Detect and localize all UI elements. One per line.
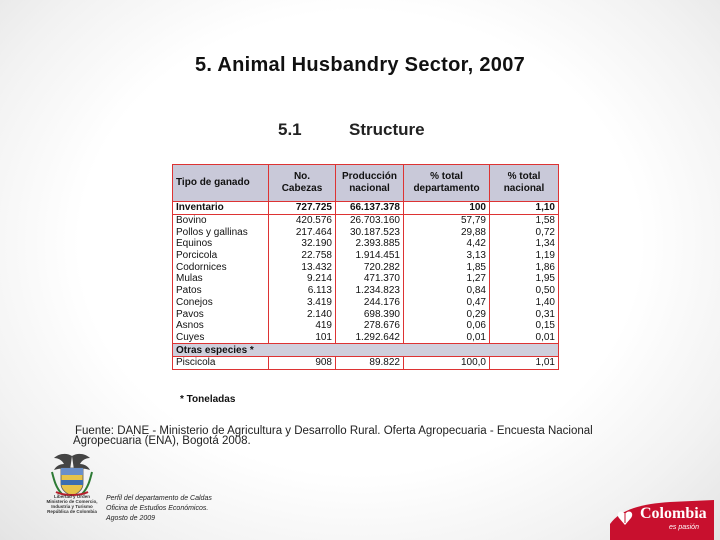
cell-pct-nacional: 0,50	[490, 285, 559, 297]
cell-pct-depto: 57,79	[404, 214, 490, 226]
cell-pct-nacional: 0,15	[490, 320, 559, 332]
footer-info	[106, 494, 212, 524]
cell-cabezas: 420.576	[269, 214, 336, 226]
cell-cabezas: 13.432	[269, 261, 336, 273]
source-line-2: Agropecuaria (ENA), Bogotá 2008.	[73, 435, 251, 447]
table-row	[173, 261, 559, 273]
cell-pct-depto: 100,0	[404, 356, 490, 369]
cell-pct-nacional: 1,01	[490, 356, 559, 369]
cell-produccion: 720.282	[336, 261, 404, 273]
cell-produccion: 89.822	[336, 356, 404, 369]
cell-cabezas: 727.725	[269, 202, 336, 215]
table-row-otras-especies	[173, 344, 559, 357]
cell-pct-depto: 4,42	[404, 238, 490, 250]
cell-pct-nacional: 1,95	[490, 273, 559, 285]
footer-line-2: Oficina de Estudios Económicos.	[106, 505, 209, 512]
header-produccion: Producción nacional	[336, 165, 404, 202]
cell-pct-nacional: 1,19	[490, 250, 559, 262]
cell-produccion: 471.370	[336, 273, 404, 285]
cell-name: Pollos y gallinas	[173, 226, 269, 238]
cell-pct-depto: 1,27	[404, 273, 490, 285]
cell-pct-depto: 0,47	[404, 297, 490, 309]
livestock-table	[172, 164, 558, 370]
cell-cabezas: 217.464	[269, 226, 336, 238]
cell-pct-depto: 0,06	[404, 320, 490, 332]
cell-pct-nacional: 1,34	[490, 238, 559, 250]
header-tipo: Tipo de ganado	[173, 165, 269, 202]
header-pct-depto: % total departamento	[404, 165, 490, 202]
cell-name: Equinos	[173, 238, 269, 250]
cell-produccion: 66.137.378	[336, 202, 404, 215]
table-row	[173, 285, 559, 297]
cell-produccion: 2.393.885	[336, 238, 404, 250]
brand-name: Colombia	[640, 505, 707, 522]
cell-otras-especies: Otras especies *	[173, 344, 559, 357]
source-line-1: Fuente: DANE - Ministerio de Agricultura y Desarrollo Rural. Oferta Agropecuaria - Encuesta Nacional	[75, 425, 593, 437]
cell-pct-depto: 3,13	[404, 250, 490, 262]
ministry-text	[42, 494, 102, 514]
coat-of-arms-logo	[44, 450, 100, 536]
cell-name: Pavos	[173, 308, 269, 320]
cell-name: Piscicola	[173, 356, 269, 369]
table-row	[173, 320, 559, 332]
table-row	[173, 250, 559, 262]
cell-cabezas: 9.214	[269, 273, 336, 285]
table-row	[173, 332, 559, 344]
cell-name: Codornices	[173, 261, 269, 273]
section-number: 5.1	[278, 120, 302, 139]
table-row	[173, 273, 559, 285]
table-row	[173, 226, 559, 238]
cell-pct-depto: 0,29	[404, 308, 490, 320]
cell-cabezas: 2.140	[269, 308, 336, 320]
cell-name: Cuyes	[173, 332, 269, 344]
cell-name: Patos	[173, 285, 269, 297]
cell-name: Asnos	[173, 320, 269, 332]
cell-produccion: 698.390	[336, 308, 404, 320]
cell-name: Porcicola	[173, 250, 269, 262]
ministry-line-1: Libertad y Orden	[53, 494, 90, 499]
table-row	[173, 297, 559, 309]
table-row-piscicola	[173, 356, 559, 369]
table-row-inventario	[173, 202, 559, 215]
table-footnote: * Toneladas	[180, 394, 236, 405]
cell-cabezas: 419	[269, 320, 336, 332]
cell-produccion: 26.703.160	[336, 214, 404, 226]
cell-name: Inventario	[173, 202, 269, 215]
cell-name: Mulas	[173, 273, 269, 285]
cell-pct-depto: 0,01	[404, 332, 490, 344]
cell-produccion: 30.187.523	[336, 226, 404, 238]
footer-line-3: Agosto de 2009	[106, 515, 156, 522]
cell-produccion: 278.676	[336, 320, 404, 332]
cell-name: Conejos	[173, 297, 269, 309]
cell-cabezas: 22.758	[269, 250, 336, 262]
cell-pct-depto: 29,88	[404, 226, 490, 238]
table-row	[173, 308, 559, 320]
cell-pct-nacional: 1,86	[490, 261, 559, 273]
cell-pct-nacional: 0,72	[490, 226, 559, 238]
cell-cabezas: 3.419	[269, 297, 336, 309]
cell-produccion: 1.914.451	[336, 250, 404, 262]
cell-cabezas: 6.113	[269, 285, 336, 297]
cell-name: Bovino	[173, 214, 269, 226]
cell-pct-depto: 1,85	[404, 261, 490, 273]
ministry-line-3: Industria y Turismo	[51, 504, 93, 509]
cell-pct-depto: 0,84	[404, 285, 490, 297]
table-row	[173, 214, 559, 226]
cell-pct-nacional: 1,10	[490, 202, 559, 215]
cell-pct-nacional: 0,01	[490, 332, 559, 344]
table-header-row	[173, 165, 559, 202]
section-title: Structure	[349, 120, 425, 139]
cell-cabezas: 908	[269, 356, 336, 369]
cell-produccion: 244.176	[336, 297, 404, 309]
table-row	[173, 238, 559, 250]
footer-line-1: Perfil del departamento de Caldas	[106, 495, 212, 502]
ministry-line-4: República de Colombia	[47, 509, 97, 514]
header-cabezas: No. Cabezas	[269, 165, 336, 202]
cell-produccion: 1.234.823	[336, 285, 404, 297]
brand-tagline: es pasión	[669, 524, 699, 531]
cell-pct-nacional: 0,31	[490, 308, 559, 320]
cell-pct-nacional: 1,58	[490, 214, 559, 226]
slide-title: 5. Animal Husbandry Sector, 2007	[194, 54, 526, 76]
header-pct-nacional: % total nacional	[490, 165, 559, 202]
cell-cabezas: 32.190	[269, 238, 336, 250]
data-table	[172, 164, 559, 370]
ministry-line-2: Ministerio de Comercio,	[46, 499, 98, 504]
source-note	[73, 426, 653, 446]
cell-pct-depto: 100	[404, 202, 490, 215]
cell-produccion: 1.292.642	[336, 332, 404, 344]
cell-pct-nacional: 1,40	[490, 297, 559, 309]
cell-cabezas: 101	[269, 332, 336, 344]
